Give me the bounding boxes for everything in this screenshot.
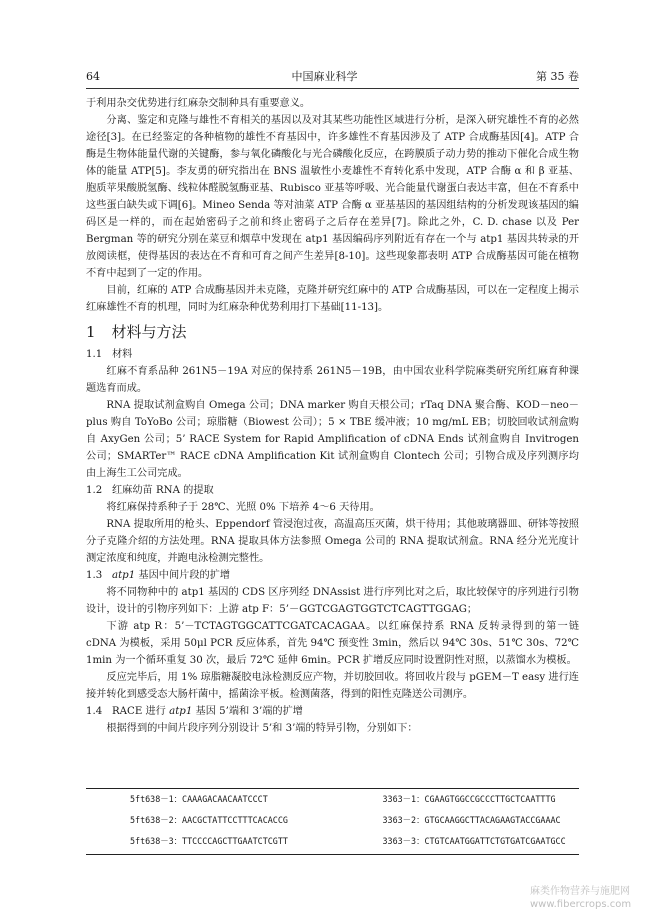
watermark: [530, 885, 631, 911]
subsection-heading: [86, 346, 579, 363]
intro-paragraph-cont: 于利用杂交优势进行红麻杂交制种具有重要意义。: [86, 98, 311, 109]
body-paragraph: 将不同物种中的 atp1 基因的 CDS 区序列经 DNAssist 进行序列比对之后，取比较保守的序列进行引物设计，设计的引物序列如下：上游 atp F：5’－GGTCGAGTGGTCTCAGTTGGAG；: [86, 587, 579, 615]
section-title: 材料与方法: [111, 323, 187, 341]
primer-3prime: 3363－2：GTGCAAGGCTTACAGAAGTACCGAAAC: [382, 815, 561, 825]
gene-name: atp1: [112, 570, 136, 581]
volume-label: 第 35 卷: [536, 70, 579, 83]
subsection-title: 材料: [112, 349, 133, 360]
section-number: 1: [86, 323, 96, 341]
subsection-heading: [86, 567, 579, 584]
journal-title: 中国麻业科学: [291, 70, 358, 83]
body-paragraph: 根据得到的中间片段序列分别设计 5’和 3’端的特异引物，分别如下：: [106, 723, 418, 734]
table-row: [86, 789, 579, 810]
primer-5prime: 5ft638－3：TTCCCCAGCTTGAATCTCGTT: [130, 836, 288, 846]
page-number: 64: [86, 70, 100, 83]
subsection-title: 红麻幼苗 RNA 的提取: [112, 485, 214, 496]
subsection-number: 1.4: [86, 706, 103, 717]
body-paragraph: 反应完毕后，用 1% 琼脂糖凝胶电泳检测反应产物，并切胶回收。将回收片段与 pGEM－T easy 进行连接并转化到感受态大肠杆菌中，摇菌涂平板。检测菌落，得到的阳性克隆送公司测序。: [86, 672, 579, 700]
subsection-number: 1.3: [86, 570, 103, 581]
article-body: [86, 95, 579, 737]
subsection-number: 1.1: [86, 349, 103, 360]
primer-5prime: 5ft638－2：AACGCTATTCCTTTCACACCG: [130, 815, 288, 825]
body-paragraph: 红麻不育系品种 261N5－19A 对应的保持系 261N5－19B，由中国农业科学院麻类研究所红麻育种课题选育而成。: [86, 366, 579, 394]
subsection-title-prefix: RACE 进行: [112, 706, 170, 717]
table-bottom-rule: [86, 854, 579, 855]
intro-paragraph: 目前，红麻的 ATP 合成酶基因并未克隆，克隆并研究红麻中的 ATP 合成酶基因，可以在一定程度上揭示红麻雄性不育的机理，同时为红麻杂种优势利用打下基础[11-13]。: [86, 285, 579, 313]
primer-table: [86, 788, 579, 855]
watermark-site-name: 麻类作物营养与施肥网: [530, 886, 630, 897]
primer-5prime: 5ft638－1：CAAAGACAACAATCCCT: [130, 794, 268, 804]
subsection-title: 基因 5’端和 3’端的扩增: [192, 706, 303, 717]
subsection-heading: [86, 703, 579, 720]
table-row: [86, 831, 579, 852]
body-paragraph: RNA 提取试剂盒购自 Omega 公司；DNA marker 购自天根公司；rTaq DNA 聚合酶、KOD－neo－plus 购自 ToYoBo 公司；琼脂糖（Biowest 公司）；5 × TBE 缓冲液；10 mg/mL EB；切胶回收试剂盒购自 AxyGen 公司；5’ RACE System for Rapid Amplification of cDNA Ends 试剂盒购自 Invitrogen 公司；SMARTer™ RACE cDNA Amplification Kit 试剂盒购自 Clontech 公司；引物合成及序列测序均由上海生工公司完成。: [86, 400, 579, 479]
gene-name: atp1: [169, 706, 193, 717]
body-paragraph: 下游 atp R：5’－TCTAGTGGCATTCGATCACAGAA。以红麻保持系 RNA 反转录得到的第一链 cDNA 为模板，采用 50μl PCR 反应体系，首先 94℃ 预变性 3min，然后以 94℃ 30s、51℃ 30s、72℃ 1min 为一个循环重复 30 次，最后 72℃ 延伸 6min。PCR 扩增反应同时设置阴性对照，以蒸馏水为模板。: [86, 621, 579, 666]
intro-paragraph: 分离、鉴定和克隆与雄性不育相关的基因以及对其某些功能性区域进行分析，是深入研究雄性不育的必然途径[3]。在已经鉴定的各种植物的雄性不育基因中，许多雄性不育基因涉及了 ATP 合成酶基因[4]。ATP 合酶是生物体能量代谢的关键酶，参与氧化磷酸化与光合磷酸化反应，在跨膜质子动力势的推动下催化合成生物体的能量 ATP[5]。李友勇的研究指出在 BNS 温敏性小麦雄性不育转化系中发现，ATP 合酶 α 和 β 亚基、胞质苹果酸脱氢酶、线粒体醛脱氢酶亚基、Rubisco 亚基等呼吸、光合能量代谢蛋白表达丰富，但在不育系中这些蛋白缺失或下调[6]。Mineo Senda 等对油菜 ATP 合酶 α 亚基基因的基因组结构的分析发现该基因的编码区是一样的，而在起始密码子之前和终止密码子之后存在差异[7]。除此之外，C. D. chase 以及 Per Bergman 等的研究分别在菜豆和烟草中发现在 atp1 基因编码序列附近有存在一个与 atp1 基因共转录的开放阅读框，使得基因的表达在不育和可育之间产生差异[8-10]。这些现象都表明 ATP 合成酶基因可能在植物不育中起到了一定的作用。: [86, 115, 579, 279]
subsection-number: 1.2: [86, 485, 103, 496]
subsection-heading: [86, 482, 579, 499]
section-heading: [86, 320, 579, 344]
body-paragraph: 将红麻保持系种子于 28℃、光照 0% 下培养 4～6 天待用。: [106, 502, 380, 513]
primer-3prime: 3363－1：CGAAGTGGCCGCCCTTGCTCAATTTG: [382, 794, 556, 804]
watermark-url: www.fibercrops.com: [530, 899, 632, 910]
subsection-title: 基因中间片段的扩增: [135, 570, 231, 581]
running-header: [70, 69, 579, 85]
table-row: [86, 810, 579, 831]
header-rule: [86, 88, 579, 89]
body-paragraph: RNA 提取所用的枪头、Eppendorf 管浸泡过夜，高温高压灭菌，烘干待用；其他玻璃器皿、研钵等按照分子克隆介绍的方法处理。RNA 提取具体方法参照 Omega 公司的 RNA 提取试剂盒。RNA 经分光光度计测定浓度和纯度，并跑电泳检测完整性。: [86, 519, 579, 564]
primer-3prime: 3363－3：CTGTCAATGGATTCTGTGATCGAATGCC: [382, 836, 566, 846]
